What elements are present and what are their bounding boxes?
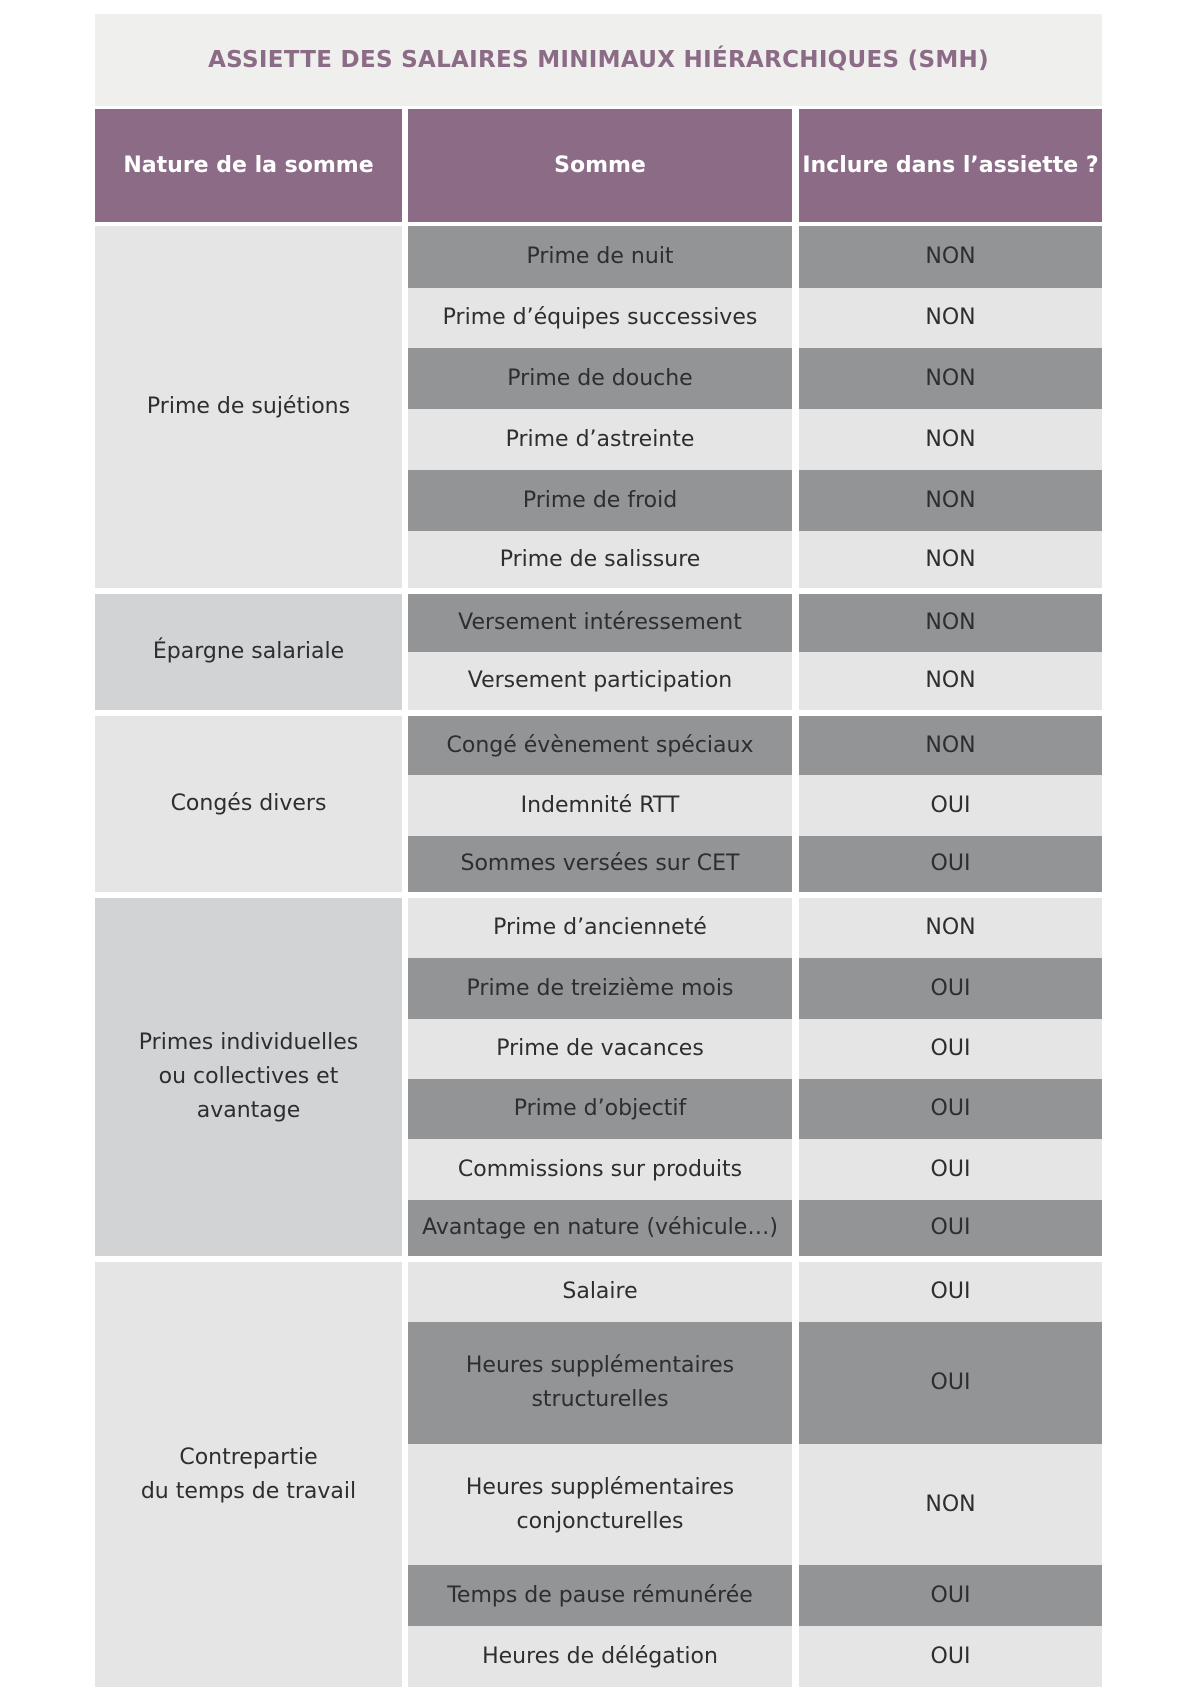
inclure-cell: NON (799, 1444, 1102, 1565)
somme-cell: Prime d’astreinte (408, 409, 792, 470)
somme-cell: Prime de vacances (408, 1019, 792, 1079)
inclure-cell: OUI (799, 1139, 1102, 1200)
inclure-cell: OUI (799, 1079, 1102, 1139)
inclure-cell: OUI (799, 958, 1102, 1019)
header-inclure: Inclure dans l’assiette ? (799, 109, 1102, 222)
inclure-cell: OUI (799, 1626, 1102, 1687)
inclure-cell: OUI (799, 1565, 1102, 1626)
category-cell: Congés divers (95, 716, 402, 892)
somme-cell: Versement intéressement (408, 594, 792, 652)
somme-cell: Prime d’objectif (408, 1079, 792, 1139)
somme-cell: Congé évènement spéciaux (408, 716, 792, 775)
somme-cell: Commissions sur produits (408, 1139, 792, 1200)
table-title: ASSIETTE DES SALAIRES MINIMAUX HIÉRARCHIQUES (SMH) (208, 47, 989, 73)
somme-cell: Versement participation (408, 652, 792, 710)
somme-cell: Heures de délégation (408, 1626, 792, 1687)
inclure-cell: NON (799, 898, 1102, 958)
inclure-cell: NON (799, 594, 1102, 652)
inclure-cell: NON (799, 409, 1102, 470)
somme-cell: Heures supplémentaires structurelles (408, 1322, 792, 1444)
somme-cell: Salaire (408, 1262, 792, 1322)
inclure-cell: NON (799, 531, 1102, 588)
header-somme: Somme (408, 109, 792, 222)
inclure-cell: NON (799, 348, 1102, 409)
somme-cell: Prime de treizième mois (408, 958, 792, 1019)
somme-cell: Avantage en nature (véhicule…) (408, 1200, 792, 1256)
inclure-cell: OUI (799, 775, 1102, 836)
inclure-cell: NON (799, 716, 1102, 775)
inclure-cell: OUI (799, 836, 1102, 892)
somme-cell: Prime de douche (408, 348, 792, 409)
inclure-cell: OUI (799, 1322, 1102, 1444)
category-cell: Épargne salariale (95, 594, 402, 710)
category-cell: Prime de sujétions (95, 226, 402, 588)
inclure-cell: OUI (799, 1262, 1102, 1322)
somme-cell: Indemnité RTT (408, 775, 792, 836)
inclure-cell: OUI (799, 1200, 1102, 1256)
somme-cell: Prime de salissure (408, 531, 792, 588)
inclure-cell: NON (799, 652, 1102, 710)
somme-cell: Heures supplémentaires conjoncturelles (408, 1444, 792, 1565)
somme-cell: Temps de pause rémunérée (408, 1565, 792, 1626)
inclure-cell: OUI (799, 1019, 1102, 1079)
inclure-cell: NON (799, 470, 1102, 531)
somme-cell: Prime de froid (408, 470, 792, 531)
inclure-cell: NON (799, 288, 1102, 348)
somme-cell: Prime de nuit (408, 226, 792, 288)
category-cell: Contrepartie du temps de travail (95, 1262, 402, 1687)
table-title-banner (95, 14, 1102, 106)
inclure-cell: NON (799, 226, 1102, 288)
somme-cell: Prime d’équipes successives (408, 288, 792, 348)
header-nature: Nature de la somme (95, 109, 402, 222)
somme-cell: Sommes versées sur CET (408, 836, 792, 892)
somme-cell: Prime d’ancienneté (408, 898, 792, 958)
category-cell: Primes individuelles ou collectives et avantage (95, 898, 402, 1256)
